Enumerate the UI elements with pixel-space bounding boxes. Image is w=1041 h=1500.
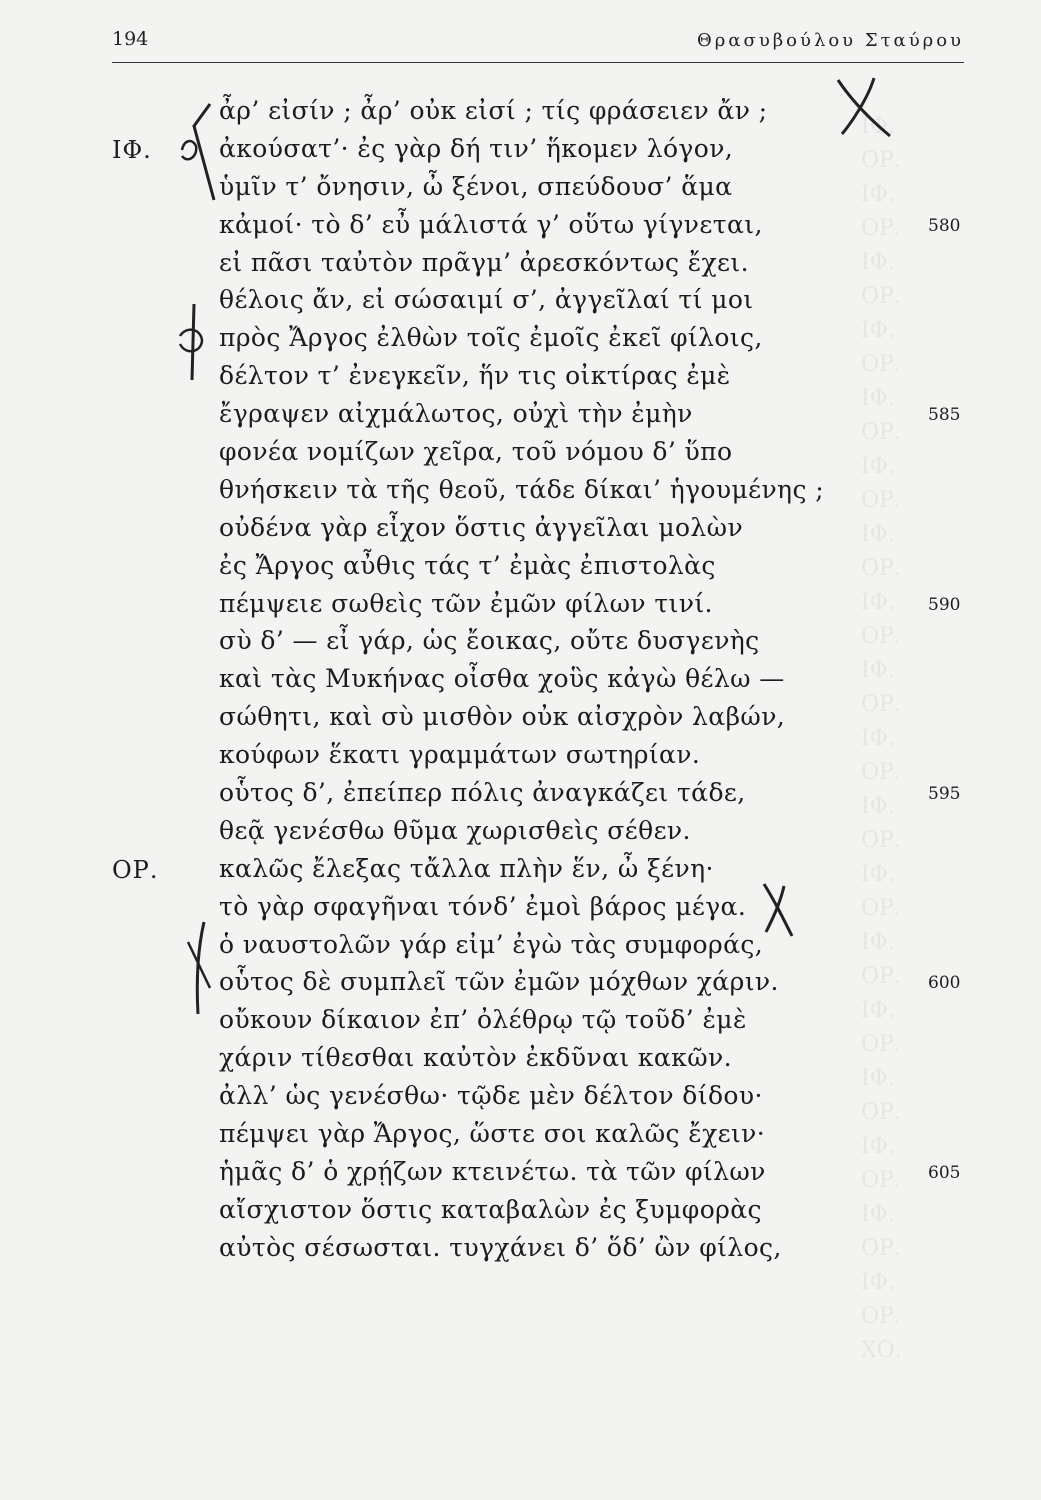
verse-line — [112, 1157, 992, 1195]
verse-line — [112, 248, 992, 286]
verse-text: ἔγραψεν αἰχμάλωτος, οὐχὶ τὴν ἐμὴν — [219, 399, 693, 429]
verse-line — [112, 854, 992, 892]
verse-line — [112, 1043, 992, 1081]
verse-line — [112, 892, 992, 930]
verse-line — [112, 361, 992, 399]
verse-text: σὺ δ’ — εἶ γάρ, ὡς ἔοικας, οὔτε δυσγενὴς — [219, 626, 760, 656]
page-header — [112, 28, 964, 58]
verse-line — [112, 778, 992, 816]
verse-text: πέμψειε σωθεὶς τῶν ἐμῶν φίλων τινί. — [219, 588, 713, 618]
verse-text: σώθητι, καὶ σὺ μισθὸν οὐκ αἰσχρὸν λαβών, — [219, 702, 786, 732]
line-number: 585 — [928, 405, 961, 426]
verse-text: αὐτὸς σέσωσται. τυγχάνει δ’ ὅδ’ ὢν φίλος, — [219, 1232, 782, 1262]
verse-text: αἴσχιστον ὅστις καταβαλὼν ἐς ξυμφορὰς — [219, 1194, 762, 1224]
verse-text: ἀλλ’ ὡς γενέσθω· τῷδε μὲν δέλτον δίδου· — [219, 1081, 763, 1111]
verse-text: καὶ τὰς Μυκήνας οἶσθα χοὓς κἀγὼ θέλω — — [219, 664, 785, 694]
line-number: 595 — [928, 784, 961, 805]
verse-line — [112, 702, 992, 740]
verse-line — [112, 589, 992, 627]
verse-line — [112, 1233, 992, 1271]
verse-line — [112, 134, 992, 172]
line-number: 590 — [928, 594, 961, 615]
verse-line — [112, 513, 992, 551]
running-title: Θρασυβούλου Σταύρου — [697, 30, 964, 51]
verse-text: οὔκουν δίκαιον ἐπ’ ὀλέθρῳ τῷ τοῦδ’ ἐμὲ — [219, 1005, 747, 1035]
page-number: 194 — [112, 28, 149, 50]
print-through-shadow: ΙΦ. ΟΡ. ΙΦ. ΟΡ. ΙΦ. ΟΡ. ΙΦ. ΟΡ. ΙΦ. ΟΡ. ΙΦ. ΟΡ. ΙΦ. ΟΡ. ΙΦ. ΟΡ. ΙΦ. ΟΡ. ΙΦ. ΟΡ. ΙΦ. ΟΡ. ΙΦ. ΟΡ. ΙΦ. ΟΡ. ΙΦ. ΟΡ. ΙΦ. ΟΡ. ΙΦ. ΟΡ. ΙΦ. ΟΡ. ΙΦ. ΟΡ. ΧΟ. — [861, 114, 902, 1363]
line-number: 580 — [928, 215, 961, 236]
verse-text: πέμψει γὰρ Ἄργος, ὥστε σοι καλῶς ἔχειν· — [219, 1119, 766, 1149]
verse-text: δέλτον τ’ ἐνεγκεῖν, ἥν τις οἰκτίρας ἐμὲ — [219, 361, 731, 391]
verse-text: θεᾷ γενέσθω θῦμα χωρισθεὶς σέθεν. — [219, 815, 691, 845]
verse-text: φονέα νομίζων χεῖρα, τοῦ νόμου δ’ ὕπο — [219, 437, 733, 467]
line-number: 600 — [928, 973, 961, 994]
verse-text: κἀμοί· τὸ δ’ εὖ μάλιστά γ’ οὕτω γίγνεται, — [219, 209, 763, 239]
verse-line — [112, 1005, 992, 1043]
line-number: 605 — [928, 1162, 961, 1183]
header-rule — [112, 62, 964, 63]
verse-line — [112, 740, 992, 778]
verse-text: καλῶς ἔλεξας τἄλλα πλὴν ἕν, ὦ ξένη· — [219, 853, 714, 883]
verse-text: οὗτος δ’, ἐπείπερ πόλις ἀναγκάζει τάδε, — [219, 778, 746, 808]
verse-line — [112, 664, 992, 702]
verse-text: οὐδένα γὰρ εἶχον ὅστις ἀγγεῖλαι μολὼν — [219, 512, 744, 542]
verse-line — [112, 967, 992, 1005]
verse-text: ἀκούσατ’· ἐς γὰρ δή τιν’ ἥκομεν λόγον, — [219, 133, 734, 163]
verse-text: ἡμᾶς δ’ ὁ χρῄζων κτεινέτω. τὰ τῶν φίλων — [219, 1156, 766, 1186]
verse-text: θνήσκειν τὰ τῆς θεοῦ, τάδε δίκαι’ ἡγουμένης ; — [219, 474, 825, 504]
verse-line — [112, 285, 992, 323]
verse-text: χάριν τίθεσθαι καὐτὸν ἐκδῦναι κακῶν. — [219, 1043, 732, 1073]
verse-line — [112, 323, 992, 361]
verse-text: ὑμῖν τ’ ὄνησιν, ὦ ξένοι, σπεύδουσ’ ἅμα — [219, 171, 733, 201]
verse-text: οὗτος δὲ συμπλεῖ τῶν ἐμῶν μόχθων χάριν. — [219, 967, 779, 997]
verse-line — [112, 551, 992, 589]
verse-line — [112, 1119, 992, 1157]
verse-text: ἐς Ἄργος αὖθις τάς τ’ ἐμὰς ἐπιστολὰς — [219, 550, 716, 580]
verse-line — [112, 96, 992, 134]
speaker-label: ΙΦ. — [112, 135, 152, 164]
speaker-label: ΟΡ. — [112, 855, 159, 884]
verse-line — [112, 437, 992, 475]
verse-line — [112, 475, 992, 513]
verse-line — [112, 816, 992, 854]
verse-text: ὁ ναυστολῶν γάρ εἰμ’ ἐγὼ τὰς συμφοράς, — [219, 929, 764, 959]
verse-line — [112, 1081, 992, 1119]
verse-line — [112, 399, 992, 437]
verse-line — [112, 626, 992, 664]
verse-text: θέλοις ἄν, εἰ σώσαιμί σ’, ἀγγεῖλαί τί μοι — [219, 285, 754, 315]
verse-block — [112, 96, 992, 1271]
verse-line — [112, 930, 992, 968]
verse-text: τὸ γὰρ σφαγῆναι τόνδ’ ἐμοὶ βάρος μέγα. — [219, 891, 747, 921]
verse-text: πρὸς Ἄργος ἐλθὼν τοῖς ἐμοῖς ἐκεῖ φίλοις, — [219, 323, 763, 353]
verse-text: ἆρ’ εἰσίν ; ἆρ’ οὐκ εἰσί ; τίς φράσειεν ἄν ; — [219, 96, 768, 125]
verse-line — [112, 210, 992, 248]
verse-text: κούφων ἕκατι γραμμάτων σωτηρίαν. — [219, 740, 701, 770]
verse-text: εἰ πᾶσι ταὐτὸν πρᾶγμ’ ἀρεσκόντως ἔχει. — [219, 247, 749, 277]
verse-line — [112, 172, 992, 210]
verse-line — [112, 1195, 992, 1233]
